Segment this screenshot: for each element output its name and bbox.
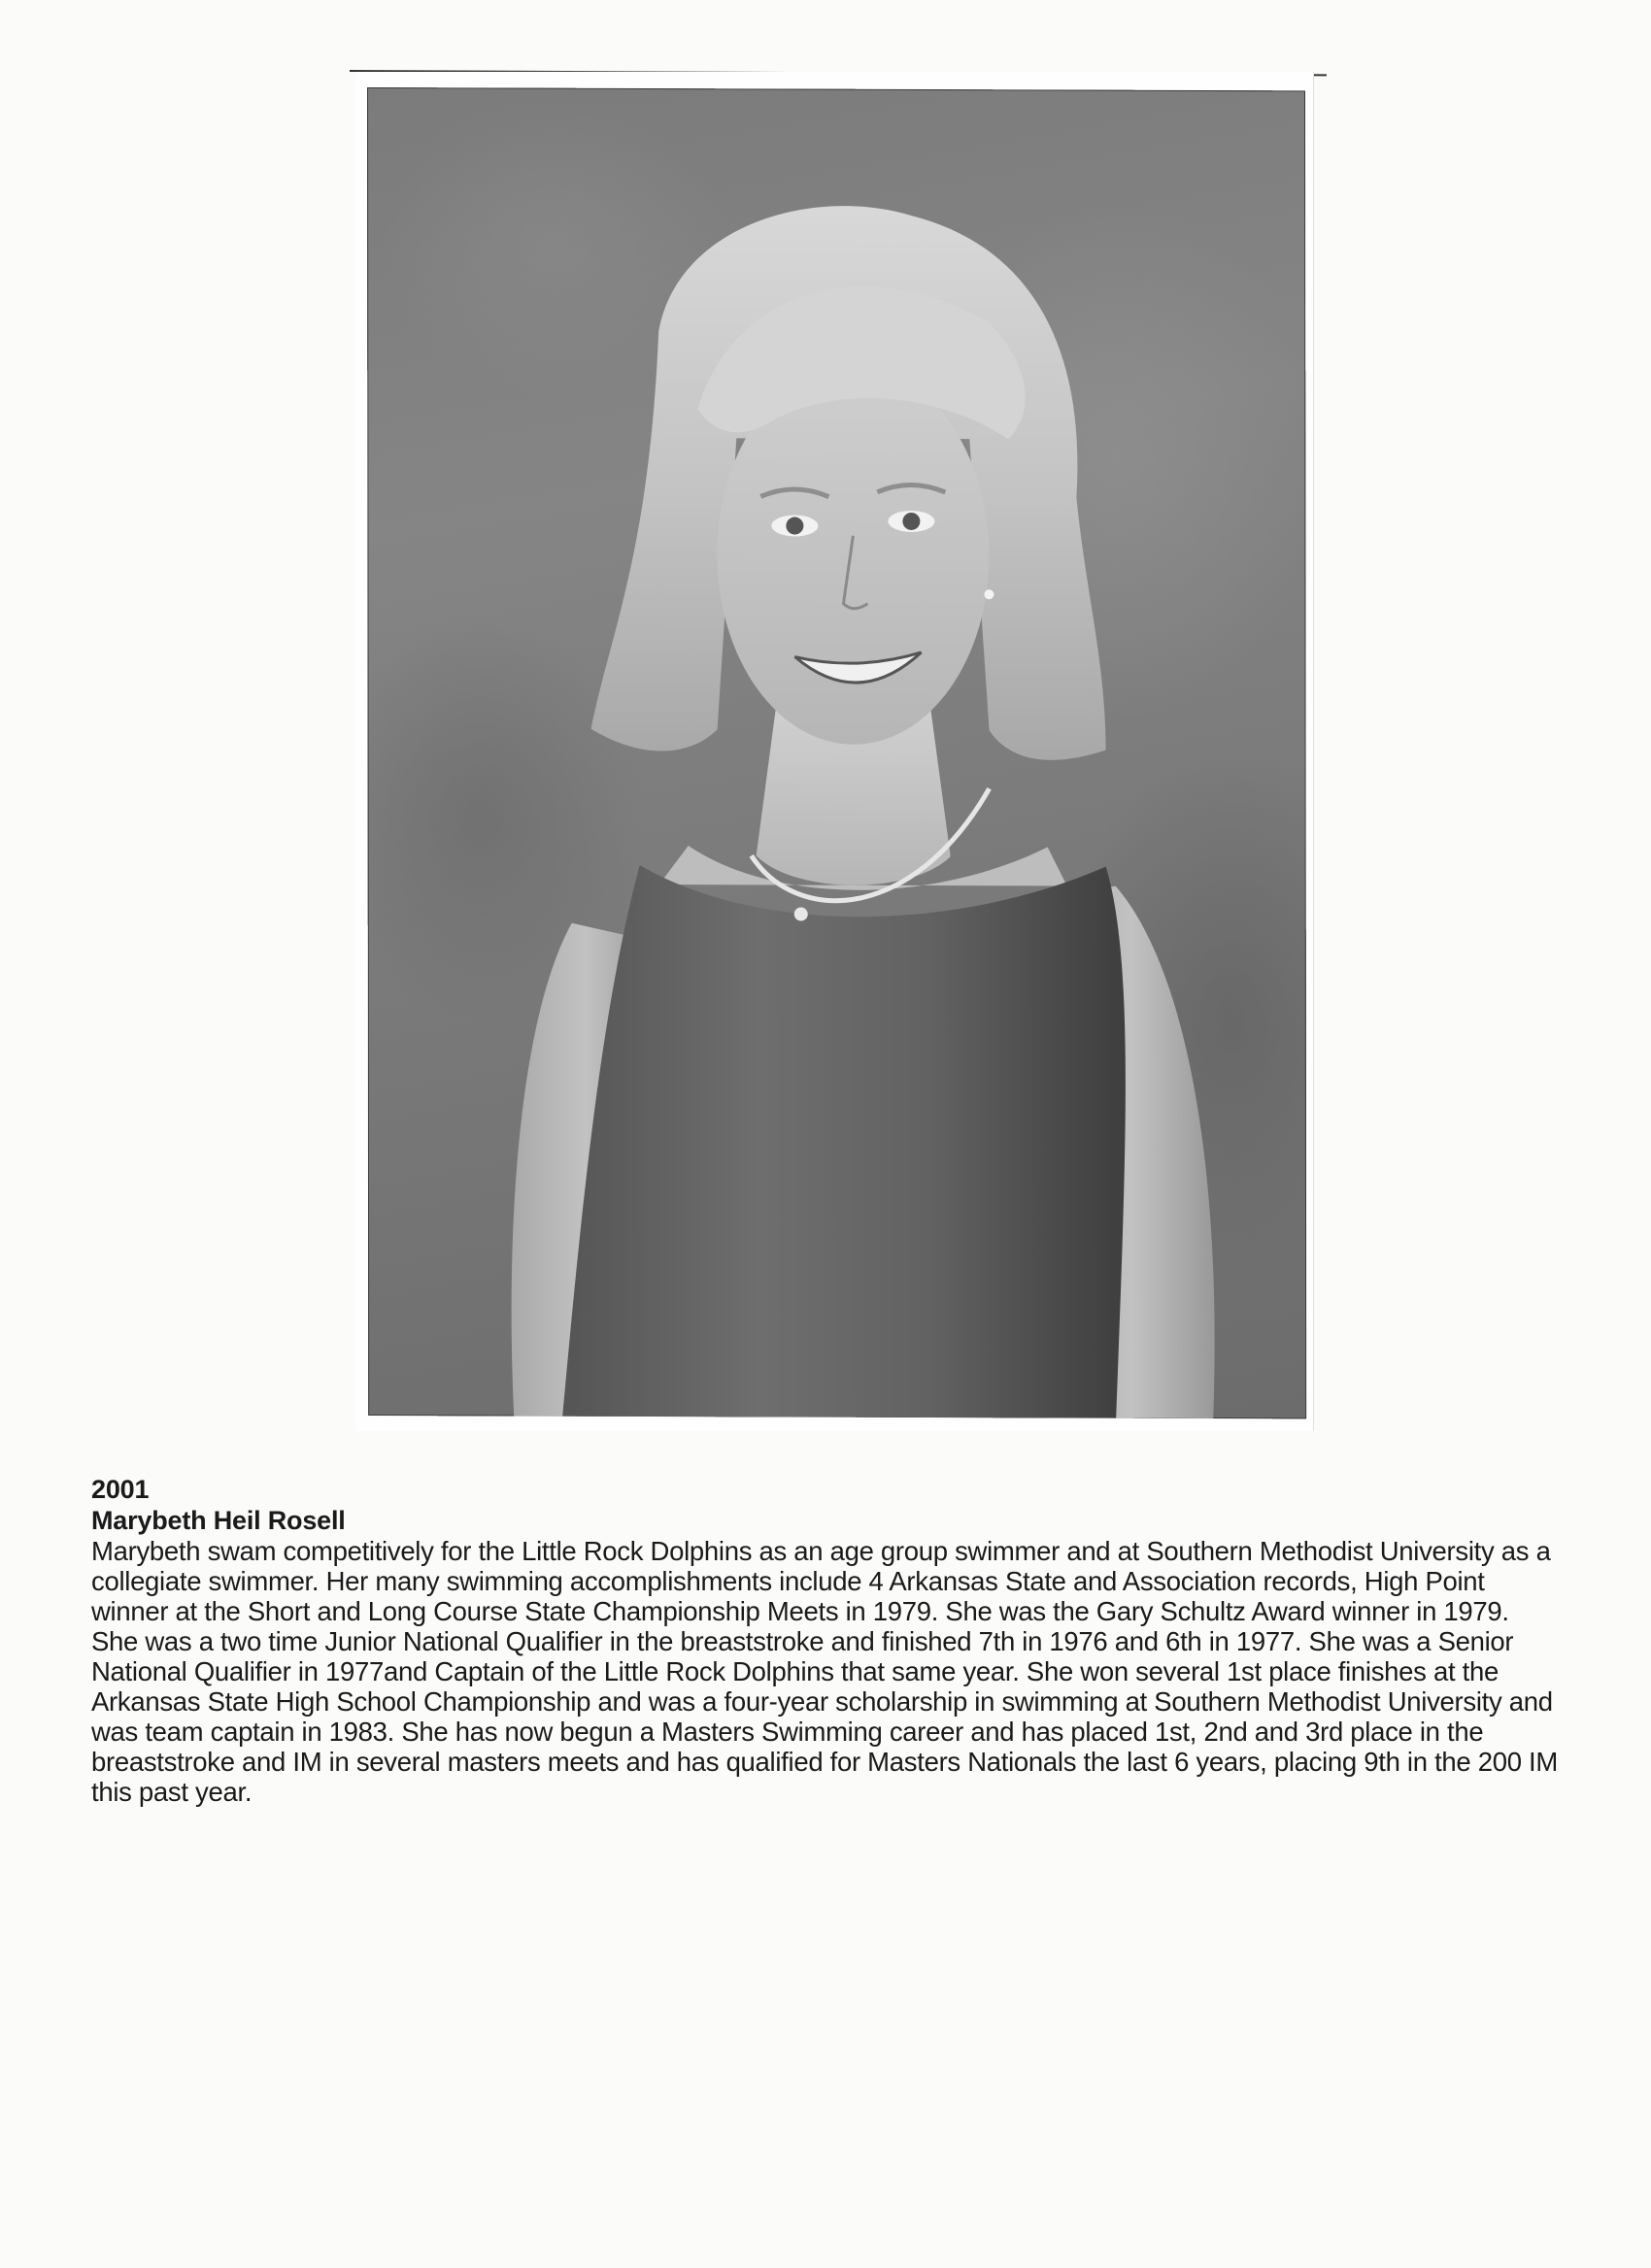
biography-text: Marybeth swam competitively for the Little Rock Dolphins as an age group swimmer and at Southern Methodist University as a collegiate swimmer. Her many swimming accomplishments include 4 Arkansas State and Association records, High Point winner at the Short and Long Course State Championship Meets in 1979. She was the Gary Schultz Award winner in 1979. She was a two time Junior National Qualifier in the breaststroke and finished 7th in 1976 and 6th in 1977. She was a Senior National Qualifier in 1977and Captain of the Little Rock Dolphins that same year. She won several 1st place finishes at the Arkansas State High School Championship and was a four-year scholarship in swimming at Southern Methodist University and was team captain in 1983. She has now begun a Masters Swimming career and has placed 1st, 2nd and 3rd place in the breaststroke and IM in several masters meets and has qualified for Masters Nationals the last 6 years, placing 9th in the 200 IM this past year.	[91, 1536, 1559, 1807]
caption	[91, 1474, 1587, 1807]
portrait-photo	[367, 87, 1306, 1418]
earring	[984, 589, 994, 599]
dress	[562, 865, 1126, 1418]
honoree-name: Marybeth Heil Rosell	[91, 1506, 346, 1535]
induction-year: 2001	[91, 1475, 150, 1504]
portrait-illustration	[367, 87, 1306, 1418]
